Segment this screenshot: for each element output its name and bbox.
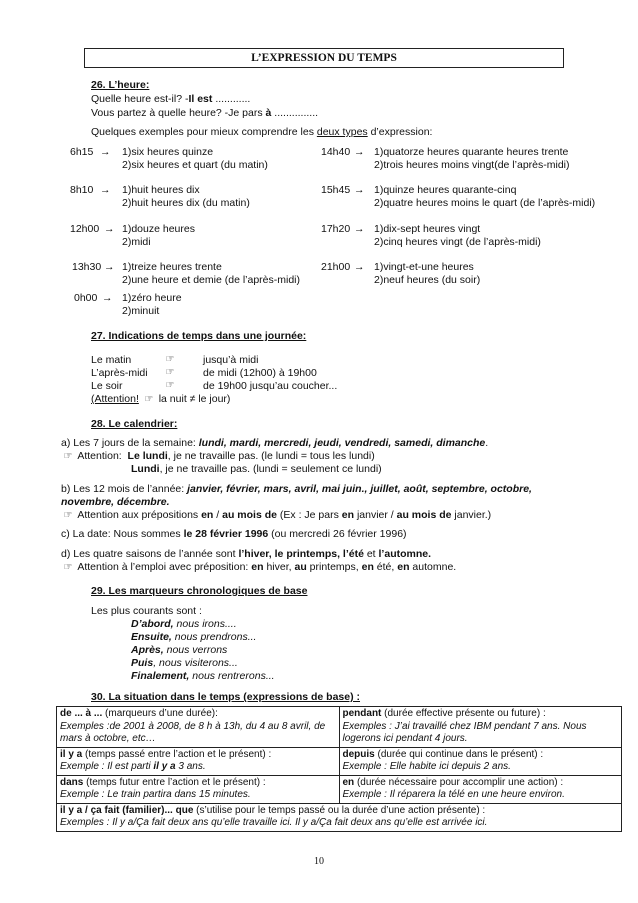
calendar-seasons-attention: ☞ Attention à l’emploi avec préposition: en hiver, au printemps, en été, en automne. <box>61 561 456 574</box>
pointing-hand-icon: ☞ <box>165 354 175 365</box>
calendar-months: b) Les 12 mois de l’année: janvier, février, mars, avril, mai juin., juillet, août, septembre, octobre, <box>61 483 532 495</box>
section-30-heading: 30. La situation dans le temps (expressions de base) : <box>91 691 361 703</box>
table-cell: il y a (temps passé entre l’action et le présent) : Exemple : Il est parti il y a 3 ans. <box>57 747 340 775</box>
time-value: 21h00 <box>321 261 351 273</box>
arrow-icon: → <box>354 223 365 235</box>
pointing-hand-icon: ☞ <box>144 394 154 405</box>
section-27-heading: 27. Indications de temps dans une journée: <box>91 330 307 342</box>
arrow-icon: → <box>102 292 113 304</box>
table-cell: dans (temps futur entre l’action et le présent) : Exemple : Le train partira dans 15 minutes. <box>57 775 340 803</box>
time-situation-table <box>56 706 622 832</box>
pointing-hand-icon: ☞ <box>63 510 73 521</box>
marker-item: D’abord, nous irons.... <box>131 618 237 630</box>
time-value: 8h10 <box>70 184 94 196</box>
arrow-icon: → <box>354 146 365 158</box>
time-value: 13h30 <box>72 261 102 273</box>
marker-item: Après, nous verrons <box>131 644 228 656</box>
table-row <box>57 803 622 831</box>
calendar-days-note: Lundi, je ne travaille pas. (lundi = seulement ce lundi) <box>131 463 382 475</box>
s26-question-1: Quelle heure est-il? -Il est ............ <box>91 93 251 105</box>
table-cell: pendant (durée effective présente ou future) : Exemples : J’ai travaillé chez IBM pendant 7 ans. Nous logerons ici pendant 4 jours. <box>339 707 622 748</box>
calendar-date: c) La date: Nous sommes le 28 février 1996 (ou mercredi 26 février 1996) <box>61 528 407 540</box>
section-26-heading: 26. L’heure: <box>91 79 150 91</box>
pointing-hand-icon: ☞ <box>165 367 175 378</box>
time-value: 14h40 <box>321 146 351 158</box>
marker-item: Puis, nous visiterons... <box>131 657 238 669</box>
table-row <box>57 775 622 803</box>
s26-question-2: Vous partez à quelle heure? -Je pars à ............... <box>91 107 319 119</box>
pointing-hand-icon: ☞ <box>63 562 73 573</box>
time-value: 15h45 <box>321 184 351 196</box>
time-value: 6h15 <box>70 146 94 158</box>
arrow-icon: → <box>100 146 111 158</box>
calendar-months-attention: ☞ Attention aux prépositions en / au mois de (Ex : Je pars en janvier / au mois de janvier.) <box>61 509 491 522</box>
pointing-hand-icon: ☞ <box>63 451 73 462</box>
section-28-heading: 28. Le calendrier: <box>91 418 178 430</box>
time-value: 12h00 <box>70 223 100 235</box>
calendar-days-attention: ☞ Attention: Le lundi, je ne travaille pas. (le lundi = tous les lundi) <box>61 450 375 463</box>
marker-item: Finalement, nous rentrerons... <box>131 670 275 682</box>
markers-intro: Les plus courants sont : <box>91 605 202 617</box>
calendar-seasons: d) Les quatre saisons de l’année sont l’hiver, le printemps, l’été et l’automne. <box>61 548 432 560</box>
time-value: 0h00 <box>74 292 98 304</box>
table-cell: depuis (durée qui continue dans le présent) : Exemple : Elle habite ici depuis 2 ans. <box>339 747 622 775</box>
arrow-icon: → <box>354 261 365 273</box>
attention-note: (Attention! ☞ la nuit ≠ le jour) <box>91 393 231 405</box>
page-title: L’EXPRESSION DU TEMPS <box>84 48 564 68</box>
table-cell: en (durée nécessaire pour accomplir une action) : Exemple : Il réparera la télé en une heure environ. <box>339 775 622 803</box>
calendar-months-cont: novembre, décembre. <box>61 496 170 508</box>
table-cell: de ... à ... (marqueurs d’une durée): Exemples :de 2001 à 2008, de 8 h à 13h, du 4 au 8 avril, de mars à octobre, etc… <box>57 707 340 748</box>
arrow-icon: → <box>354 184 365 196</box>
s26-intro: Quelques exemples pour mieux comprendre les deux types d’expression: <box>91 126 433 138</box>
arrow-icon: → <box>100 184 111 196</box>
table-row <box>57 747 622 775</box>
section-29-heading: 29. Les marqueurs chronologiques de base <box>91 585 308 597</box>
arrow-icon: → <box>104 261 115 273</box>
marker-item: Ensuite, nous prendrons... <box>131 631 257 643</box>
pointing-hand-icon: ☞ <box>165 380 175 391</box>
page-number: 10 <box>314 856 324 867</box>
table-cell: il y a / ça fait (familier)... que (s’utilise pour le temps passé ou la durée d’une action présente) : Exemples : Il y a/Ça fait deux ans qu’elle travaille ici. Il y a/Ça fait deux ans qu’elle est arrivée ici. <box>57 803 622 831</box>
table-row <box>57 707 622 748</box>
arrow-icon: → <box>104 223 115 235</box>
calendar-days: a) Les 7 jours de la semaine: lundi, mardi, mercredi, jeudi, vendredi, samedi, dimanche. <box>61 437 489 449</box>
time-value: 17h20 <box>321 223 351 235</box>
